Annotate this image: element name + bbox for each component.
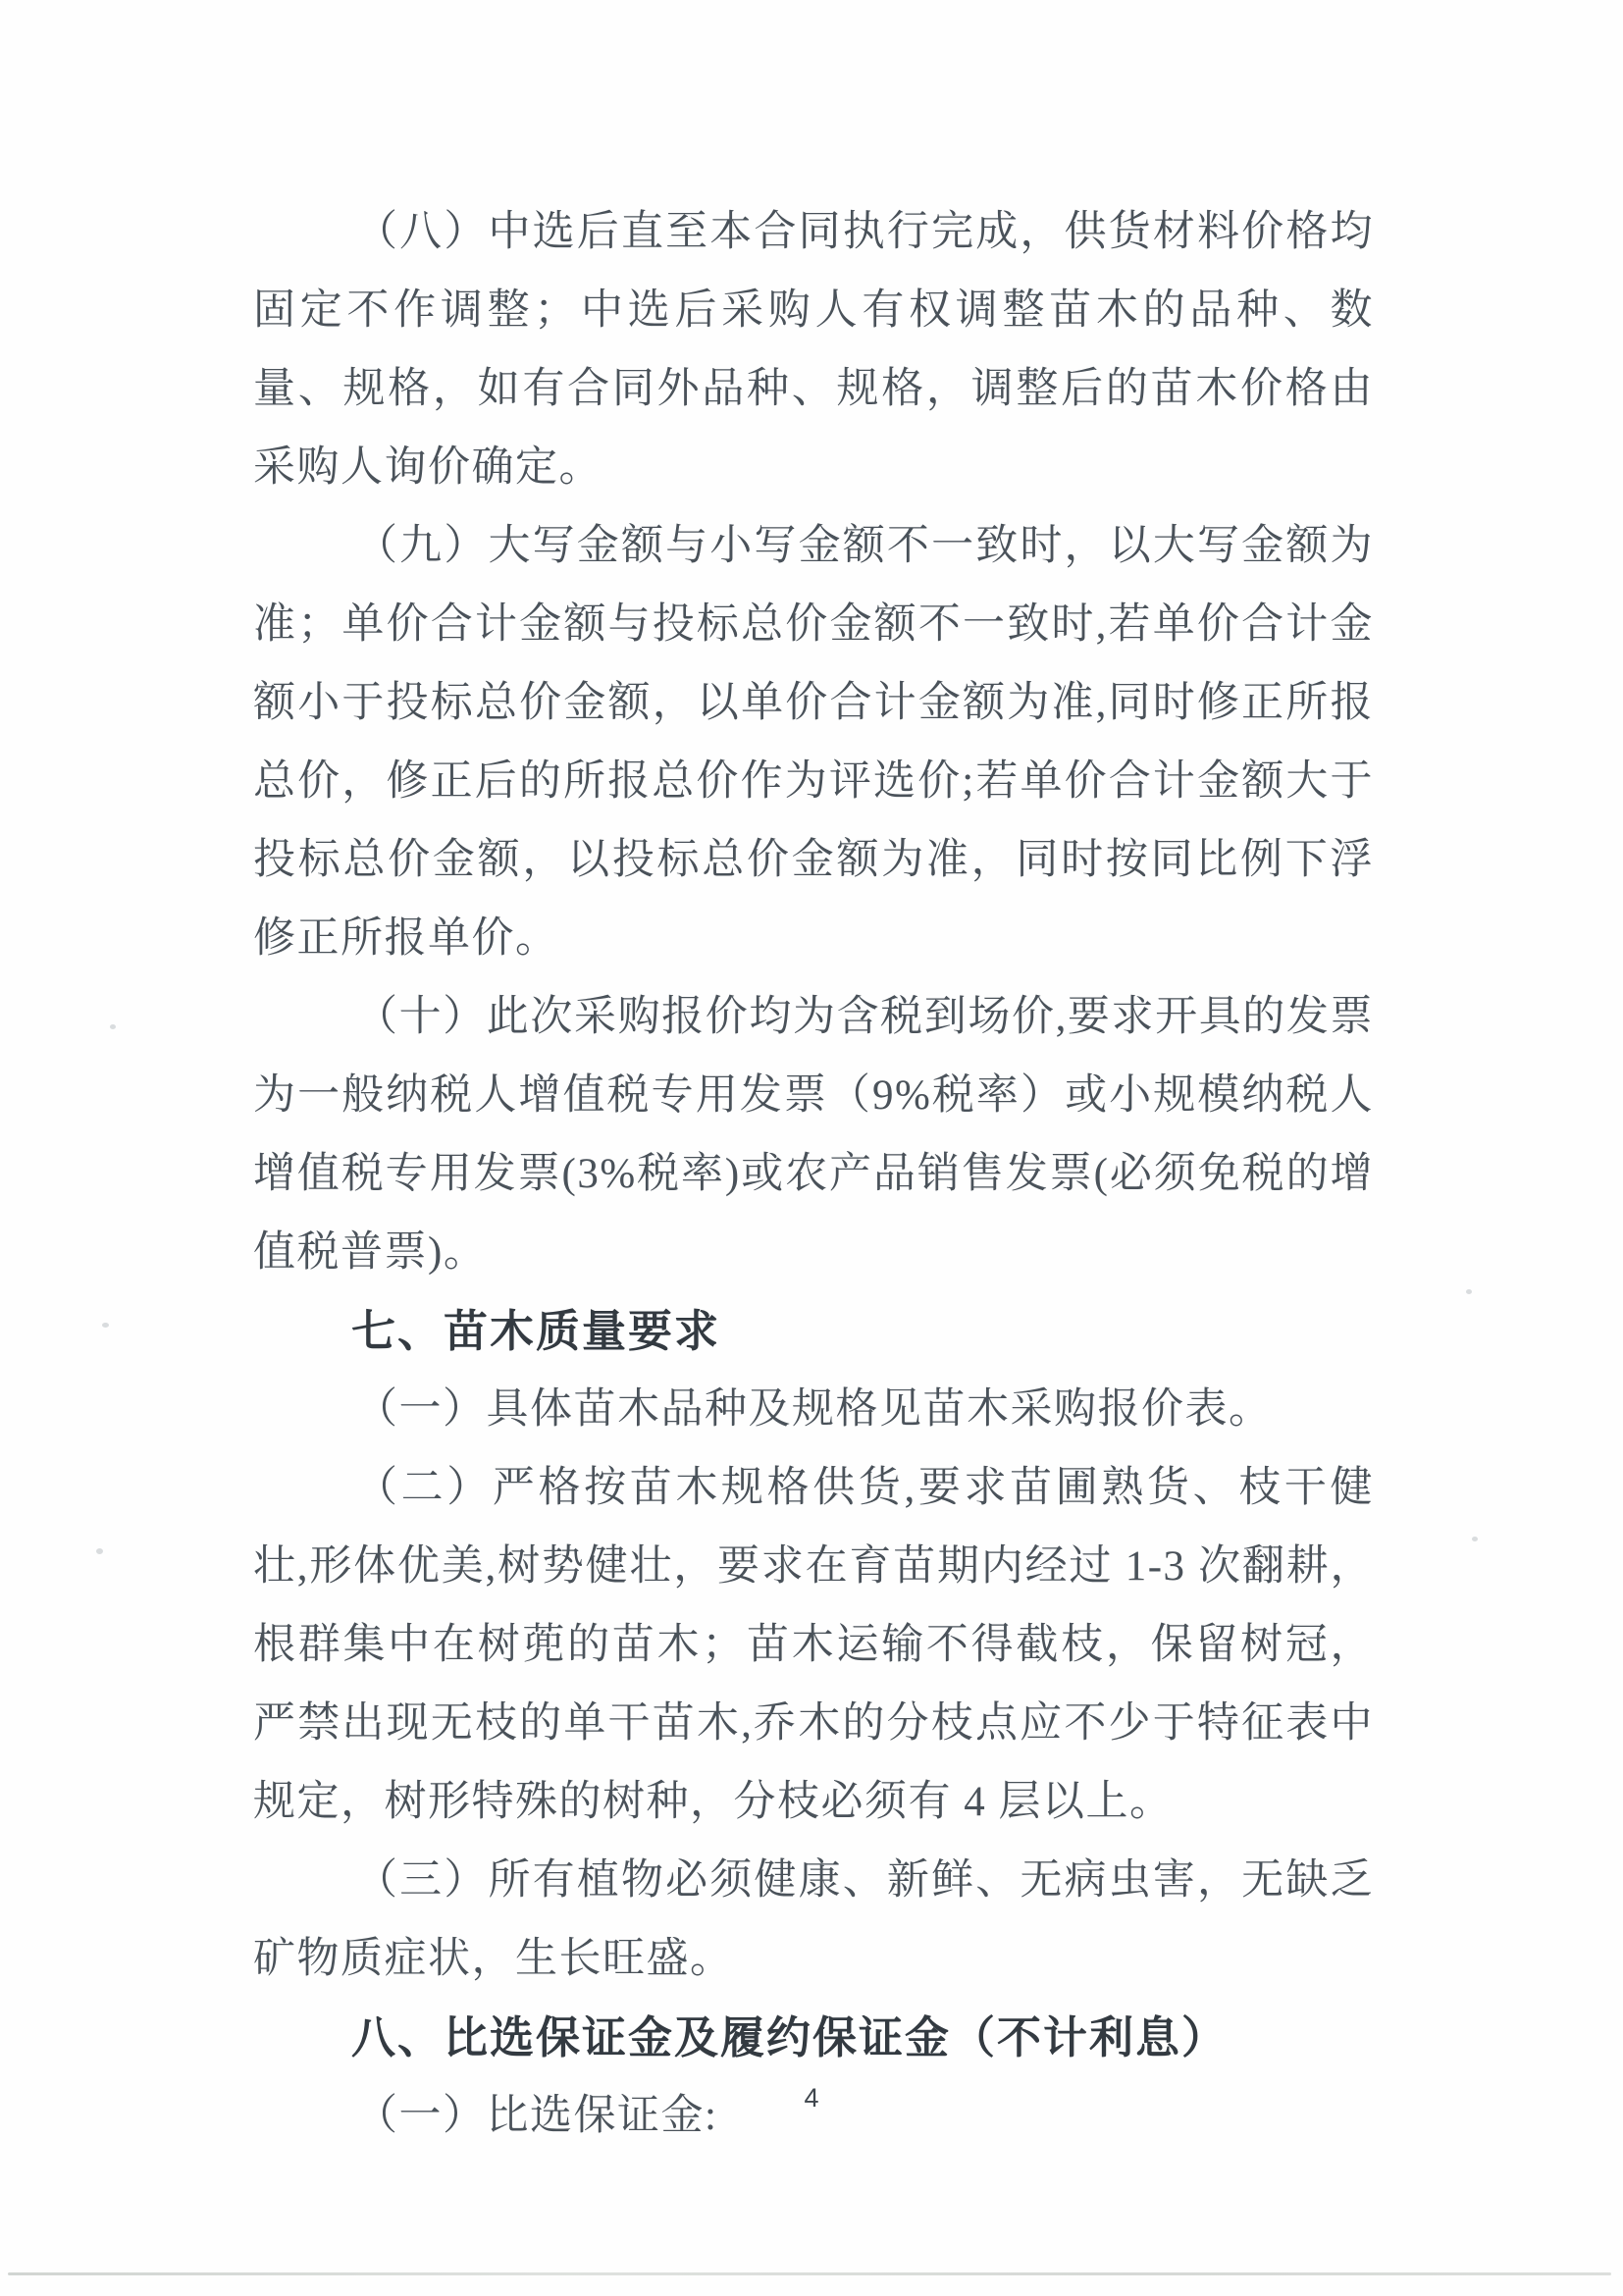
- section-heading-7-seedling-quality: 七、苗木质量要求: [351, 1306, 721, 1356]
- paragraph-quality-item-1: （一）具体苗木品种及规格见苗木采购报价表。: [355, 1386, 1273, 1433]
- scan-speck: [96, 1548, 103, 1554]
- scan-speck: [110, 1024, 116, 1029]
- scan-speck: [1466, 1289, 1472, 1294]
- section-heading-8-deposit: 八、比选保证金及履约保证金（不计利息）: [351, 2012, 1229, 2062]
- paragraph-deposit-item-1: （一）比选保证金:: [355, 2093, 718, 2139]
- page-number: 4: [804, 2083, 819, 2113]
- scan-speck: [102, 1323, 109, 1328]
- paragraph-clause-8: （八）中选后直至本合同执行完成，供货材料价格均固定不作调整；中选后采购人有权调整苗木的品种、数量、规格，如有合同外品种、规格，调整后的苗木价格由采购人询价确定。: [253, 209, 1374, 491]
- paragraph-quality-item-3: （三）所有植物必须健康、新鲜、无病虫害，无缺乏矿物质症状，生长旺盛。: [253, 1857, 1374, 1982]
- paragraph-clause-9: （九）大写金额与小写金额不一致时，以大写金额为准；单价合计金额与投标总价金额不一致时,若单价合计金额小于投标总价金额，以单价合计金额为准,同时修正所报总价，修正后的所报总价作为评选价;若单价合计金额大于投标总价金额，以投标总价金额为准，同时按同比例下浮修正所报单价。: [253, 523, 1374, 962]
- document-text-block: [253, 193, 1374, 2156]
- paragraph-quality-item-2: （二）严格按苗木规格供货,要求苗圃熟货、枝干健壮,形体优美,树势健壮，要求在育苗期内经过 1-3 次翻耕，根群集中在树蔸的苗木；苗木运输不得截枝，保留树冠，严禁出现无枝的单干苗木,乔木的分枝点应不少于特征表中规定，树形特殊的树种，分枝必须有 4 层以上。: [253, 1465, 1374, 1825]
- scan-edge-artifact: [8, 2272, 1611, 2275]
- paragraph-clause-10: （十）此次采购报价均为含税到场价,要求开具的发票为一般纳税人增值税专用发票（9%税率）或小规模纳税人增值税专用发票(3%税率)或农产品销售发票(必须免税的增值税普票)。: [253, 994, 1374, 1276]
- scan-speck: [1472, 1537, 1478, 1541]
